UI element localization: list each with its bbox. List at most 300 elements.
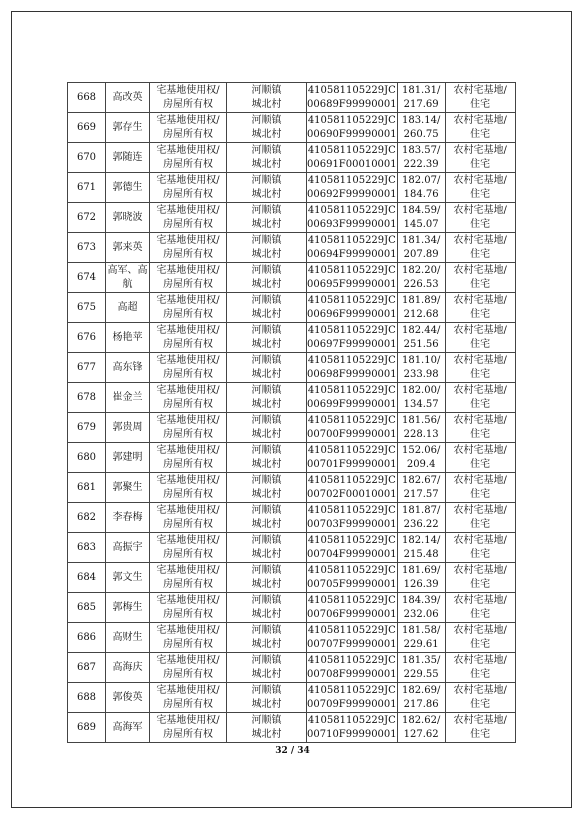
- land-use-cell: [445, 143, 515, 173]
- land-use-cell-line: 住宅: [470, 578, 491, 590]
- table-row: [68, 563, 516, 593]
- unit-code-cell-line: 410581105229JC: [307, 564, 396, 576]
- owner-name-cell: 郭梅生: [106, 593, 150, 623]
- table-row: [68, 683, 516, 713]
- location-cell-line: 河顺镇: [251, 564, 282, 576]
- owner-name-cell: 高振宇: [106, 533, 150, 563]
- area-cell-line: 184.76: [403, 188, 439, 200]
- right-type-cell-line: 房屋所有权: [163, 488, 213, 500]
- row-number-cell: 679: [68, 413, 106, 443]
- area-cell-line: 217.86: [403, 698, 439, 710]
- location-cell: [227, 563, 307, 593]
- area-cell-line: 184.39/: [401, 594, 441, 606]
- unit-code-cell-line: 00696F99990001: [307, 308, 397, 320]
- land-use-cell-line: 住宅: [470, 368, 491, 380]
- unit-code-cell-line: 410581105229JC: [307, 294, 396, 306]
- area-cell: [397, 263, 445, 293]
- land-use-cell: [445, 113, 515, 143]
- land-use-cell-line: 农村宅基地/: [453, 384, 507, 396]
- owner-name-cell: 郭存生: [106, 113, 150, 143]
- owner-name-cell: 郭晓波: [106, 203, 150, 233]
- land-use-cell: [445, 503, 515, 533]
- land-use-cell: [445, 413, 515, 443]
- right-type-cell-line: 宅基地使用权/: [156, 714, 220, 726]
- unit-code-cell-line: 00710F99990001: [307, 728, 397, 740]
- location-cell-line: 城北村: [251, 548, 282, 560]
- area-cell-line: 217.57: [403, 488, 439, 500]
- land-use-cell: [445, 203, 515, 233]
- right-type-cell-line: 宅基地使用权/: [156, 534, 220, 546]
- area-cell-line: 181.89/: [401, 294, 441, 306]
- unit-code-cell: [307, 203, 398, 233]
- land-use-cell: [445, 473, 515, 503]
- unit-code-cell-line: 00704F99990001: [307, 548, 397, 560]
- area-cell-line: 209.4: [406, 458, 436, 470]
- unit-code-cell-line: 410581105229JC: [307, 354, 396, 366]
- land-use-cell-line: 农村宅基地/: [453, 444, 507, 456]
- unit-code-cell-line: 410581105229JC: [307, 474, 396, 486]
- location-cell: [227, 293, 307, 323]
- location-cell-line: 河顺镇: [251, 324, 282, 336]
- unit-code-cell-line: 00694F99990001: [307, 248, 397, 260]
- location-cell-line: 河顺镇: [251, 684, 282, 696]
- owner-name-cell: 高海军: [106, 713, 150, 743]
- area-cell-line: 181.35/: [401, 654, 441, 666]
- unit-code-cell-line: 410581105229JC: [307, 384, 396, 396]
- unit-code-cell-line: 410581105229JC: [307, 234, 396, 246]
- area-cell-line: 229.61: [403, 638, 439, 650]
- row-number-cell: 680: [68, 443, 106, 473]
- area-cell: [397, 353, 445, 383]
- owner-name-cell: 高财生: [106, 623, 150, 653]
- right-type-cell-line: 宅基地使用权/: [156, 144, 220, 156]
- location-cell-line: 城北村: [251, 428, 282, 440]
- location-cell-line: 河顺镇: [251, 84, 282, 96]
- location-cell-line: 城北村: [251, 668, 282, 680]
- unit-code-cell-line: 00700F99990001: [307, 428, 397, 440]
- area-cell: [397, 233, 445, 263]
- unit-code-cell-line: 410581105229JC: [307, 684, 396, 696]
- unit-code-cell-line: 00702F00010001: [307, 488, 397, 500]
- land-use-cell-line: 农村宅基地/: [453, 84, 507, 96]
- land-use-cell-line: 住宅: [470, 218, 491, 230]
- land-use-cell-line: 农村宅基地/: [453, 504, 507, 516]
- right-type-cell: [150, 683, 227, 713]
- unit-code-cell-line: 410581105229JC: [307, 594, 396, 606]
- location-cell-line: 城北村: [251, 638, 282, 650]
- table-row: [68, 113, 516, 143]
- location-cell-line: 城北村: [251, 218, 282, 230]
- location-cell-line: 城北村: [251, 698, 282, 710]
- location-cell-line: 城北村: [251, 578, 282, 590]
- location-cell-line: 河顺镇: [251, 534, 282, 546]
- row-number-cell: 686: [68, 623, 106, 653]
- location-cell-line: 河顺镇: [251, 264, 282, 276]
- registry-table-body: [68, 83, 516, 743]
- area-cell-line: 260.75: [403, 128, 439, 140]
- location-cell-line: 城北村: [251, 728, 282, 740]
- location-cell-line: 城北村: [251, 128, 282, 140]
- right-type-cell-line: 宅基地使用权/: [156, 324, 220, 336]
- area-cell: [397, 623, 445, 653]
- location-cell-line: 河顺镇: [251, 714, 282, 726]
- right-type-cell-line: 房屋所有权: [163, 248, 213, 260]
- location-cell-line: 河顺镇: [251, 144, 282, 156]
- area-cell: [397, 593, 445, 623]
- unit-code-cell-line: 410581105229JC: [307, 504, 396, 516]
- right-type-cell: [150, 263, 227, 293]
- area-cell-line: 232.06: [403, 608, 439, 620]
- location-cell-line: 城北村: [251, 158, 282, 170]
- unit-code-cell-line: 410581105229JC: [307, 324, 396, 336]
- location-cell-line: 河顺镇: [251, 234, 282, 246]
- right-type-cell: [150, 383, 227, 413]
- right-type-cell-line: 房屋所有权: [163, 368, 213, 380]
- owner-name-cell: 高军、高航: [106, 263, 150, 293]
- location-cell: [227, 653, 307, 683]
- unit-code-cell: [307, 353, 398, 383]
- area-cell-line: 134.57: [403, 398, 439, 410]
- right-type-cell: [150, 533, 227, 563]
- location-cell: [227, 443, 307, 473]
- unit-code-cell-line: 410581105229JC: [307, 414, 396, 426]
- right-type-cell-line: 宅基地使用权/: [156, 564, 220, 576]
- location-cell-line: 河顺镇: [251, 114, 282, 126]
- location-cell: [227, 173, 307, 203]
- right-type-cell-line: 房屋所有权: [163, 728, 213, 740]
- land-use-cell: [445, 533, 515, 563]
- location-cell-line: 城北村: [251, 398, 282, 410]
- unit-code-cell: [307, 593, 398, 623]
- page-indicator: 32 / 34: [275, 746, 310, 756]
- land-use-cell: [445, 83, 515, 113]
- right-type-cell-line: 宅基地使用权/: [156, 414, 220, 426]
- right-type-cell: [150, 233, 227, 263]
- right-type-cell: [150, 593, 227, 623]
- location-cell-line: 城北村: [251, 488, 282, 500]
- unit-code-cell-line: 00690F99990001: [307, 128, 397, 140]
- right-type-cell-line: 房屋所有权: [163, 668, 213, 680]
- land-use-cell-line: 农村宅基地/: [453, 294, 507, 306]
- area-cell-line: 182.07/: [401, 174, 441, 186]
- unit-code-cell-line: 00708F99990001: [307, 668, 397, 680]
- land-use-cell-line: 住宅: [470, 308, 491, 320]
- row-number-cell: 688: [68, 683, 106, 713]
- unit-code-cell-line: 410581105229JC: [307, 84, 396, 96]
- land-use-cell-line: 住宅: [470, 518, 491, 530]
- right-type-cell: [150, 473, 227, 503]
- table-row: [68, 203, 516, 233]
- right-type-cell-line: 宅基地使用权/: [156, 684, 220, 696]
- area-cell-line: 236.22: [403, 518, 439, 530]
- location-cell: [227, 263, 307, 293]
- right-type-cell-line: 宅基地使用权/: [156, 594, 220, 606]
- area-cell-line: 182.69/: [401, 684, 441, 696]
- land-use-cell: [445, 233, 515, 263]
- table-row: [68, 653, 516, 683]
- unit-code-cell-line: 00689F99990001: [307, 98, 397, 110]
- table-row: [68, 533, 516, 563]
- table-row: [68, 443, 516, 473]
- area-cell-line: 228.13: [403, 428, 439, 440]
- owner-name-cell: 高海庆: [106, 653, 150, 683]
- right-type-cell: [150, 713, 227, 743]
- location-cell: [227, 683, 307, 713]
- area-cell-line: 251.56: [403, 338, 439, 350]
- area-cell: [397, 473, 445, 503]
- land-use-cell-line: 住宅: [470, 698, 491, 710]
- location-cell: [227, 233, 307, 263]
- right-type-cell-line: 房屋所有权: [163, 398, 213, 410]
- unit-code-cell: [307, 503, 398, 533]
- unit-code-cell-line: 00691F00010001: [307, 158, 397, 170]
- location-cell-line: 城北村: [251, 248, 282, 260]
- land-use-cell: [445, 383, 515, 413]
- right-type-cell-line: 房屋所有权: [163, 128, 213, 140]
- right-type-cell-line: 房屋所有权: [163, 698, 213, 710]
- location-cell-line: 城北村: [251, 458, 282, 470]
- owner-name-cell: 杨艳苹: [106, 323, 150, 353]
- land-use-cell-line: 住宅: [470, 128, 491, 140]
- right-type-cell-line: 房屋所有权: [163, 608, 213, 620]
- area-cell: [397, 503, 445, 533]
- right-type-cell-line: 宅基地使用权/: [156, 444, 220, 456]
- unit-code-cell-line: 00695F99990001: [307, 278, 397, 290]
- land-use-cell-line: 农村宅基地/: [453, 684, 507, 696]
- area-cell-line: 183.57/: [401, 144, 441, 156]
- owner-name-cell: 郭德生: [106, 173, 150, 203]
- row-number-cell: 668: [68, 83, 106, 113]
- right-type-cell-line: 宅基地使用权/: [156, 294, 220, 306]
- area-cell: [397, 83, 445, 113]
- area-cell: [397, 653, 445, 683]
- owner-name-cell: 郭随连: [106, 143, 150, 173]
- location-cell: [227, 83, 307, 113]
- right-type-cell: [150, 173, 227, 203]
- right-type-cell: [150, 293, 227, 323]
- row-number-cell: 672: [68, 203, 106, 233]
- right-type-cell: [150, 413, 227, 443]
- unit-code-cell-line: 410581105229JC: [307, 714, 396, 726]
- owner-name-cell: 郭贵周: [106, 413, 150, 443]
- right-type-cell-line: 宅基地使用权/: [156, 84, 220, 96]
- land-use-cell-line: 农村宅基地/: [453, 534, 507, 546]
- unit-code-cell-line: 00699F99990001: [307, 398, 397, 410]
- location-cell-line: 城北村: [251, 368, 282, 380]
- land-use-cell-line: 住宅: [470, 338, 491, 350]
- right-type-cell-line: 房屋所有权: [163, 338, 213, 350]
- unit-code-cell: [307, 533, 398, 563]
- land-use-cell-line: 农村宅基地/: [453, 174, 507, 186]
- location-cell-line: 河顺镇: [251, 384, 282, 396]
- right-type-cell-line: 房屋所有权: [163, 158, 213, 170]
- unit-code-cell: [307, 233, 398, 263]
- table-row: [68, 473, 516, 503]
- right-type-cell-line: 房屋所有权: [163, 218, 213, 230]
- land-use-cell-line: 农村宅基地/: [453, 234, 507, 246]
- right-type-cell: [150, 623, 227, 653]
- area-cell: [397, 143, 445, 173]
- row-number-cell: 681: [68, 473, 106, 503]
- right-type-cell-line: 宅基地使用权/: [156, 264, 220, 276]
- unit-code-cell: [307, 263, 398, 293]
- area-cell: [397, 413, 445, 443]
- unit-code-cell-line: 00706F99990001: [307, 608, 397, 620]
- land-use-cell: [445, 443, 515, 473]
- unit-code-cell: [307, 173, 398, 203]
- unit-code-cell: [307, 443, 398, 473]
- area-cell-line: 126.39: [403, 578, 439, 590]
- row-number-cell: 683: [68, 533, 106, 563]
- table-row: [68, 593, 516, 623]
- area-cell: [397, 533, 445, 563]
- land-use-cell-line: 住宅: [470, 428, 491, 440]
- owner-name-cell: 高改英: [106, 83, 150, 113]
- owner-name-cell: 高东锋: [106, 353, 150, 383]
- land-use-cell-line: 农村宅基地/: [453, 414, 507, 426]
- right-type-cell-line: 宅基地使用权/: [156, 504, 220, 516]
- area-cell-line: 181.56/: [401, 414, 441, 426]
- location-cell: [227, 503, 307, 533]
- location-cell-line: 河顺镇: [251, 294, 282, 306]
- location-cell-line: 城北村: [251, 518, 282, 530]
- location-cell: [227, 143, 307, 173]
- right-type-cell-line: 宅基地使用权/: [156, 174, 220, 186]
- location-cell-line: 城北村: [251, 188, 282, 200]
- owner-name-cell: 高超: [106, 293, 150, 323]
- area-cell: [397, 203, 445, 233]
- location-cell-line: 河顺镇: [251, 414, 282, 426]
- land-use-cell-line: 住宅: [470, 188, 491, 200]
- unit-code-cell-line: 00693F99990001: [307, 218, 397, 230]
- owner-name-cell: 郭来英: [106, 233, 150, 263]
- land-use-cell-line: 住宅: [470, 668, 491, 680]
- unit-code-cell: [307, 413, 398, 443]
- land-use-cell-line: 农村宅基地/: [453, 624, 507, 636]
- land-use-cell-line: 农村宅基地/: [453, 354, 507, 366]
- table-row: [68, 713, 516, 743]
- right-type-cell: [150, 323, 227, 353]
- right-type-cell-line: 房屋所有权: [163, 98, 213, 110]
- area-cell-line: 212.68: [403, 308, 439, 320]
- land-use-cell-line: 农村宅基地/: [453, 474, 507, 486]
- area-cell-line: 181.58/: [401, 624, 441, 636]
- location-cell-line: 河顺镇: [251, 594, 282, 606]
- table-row: [68, 293, 516, 323]
- unit-code-cell-line: 410581105229JC: [307, 444, 396, 456]
- land-use-cell-line: 住宅: [470, 278, 491, 290]
- area-cell-line: 182.67/: [401, 474, 441, 486]
- unit-code-cell: [307, 713, 398, 743]
- area-cell-line: 229.55: [403, 668, 439, 680]
- owner-name-cell: 郭聚生: [106, 473, 150, 503]
- land-use-cell: [445, 713, 515, 743]
- land-use-cell: [445, 683, 515, 713]
- right-type-cell: [150, 143, 227, 173]
- row-number-cell: 676: [68, 323, 106, 353]
- right-type-cell: [150, 83, 227, 113]
- location-cell-line: 城北村: [251, 338, 282, 350]
- unit-code-cell-line: 00692F99990001: [307, 188, 397, 200]
- right-type-cell-line: 房屋所有权: [163, 458, 213, 470]
- right-type-cell-line: 宅基地使用权/: [156, 474, 220, 486]
- location-cell-line: 河顺镇: [251, 624, 282, 636]
- table-row: [68, 143, 516, 173]
- location-cell-line: 城北村: [251, 278, 282, 290]
- location-cell: [227, 533, 307, 563]
- land-use-cell-line: 住宅: [470, 248, 491, 260]
- right-type-cell: [150, 503, 227, 533]
- area-cell-line: 145.07: [403, 218, 439, 230]
- table-row: [68, 323, 516, 353]
- row-number-cell: 689: [68, 713, 106, 743]
- table-row: [68, 503, 516, 533]
- land-use-cell: [445, 293, 515, 323]
- unit-code-cell-line: 00705F99990001: [307, 578, 397, 590]
- land-use-cell-line: 住宅: [470, 98, 491, 110]
- right-type-cell-line: 房屋所有权: [163, 638, 213, 650]
- area-cell-line: 182.00/: [401, 384, 441, 396]
- row-number-cell: 671: [68, 173, 106, 203]
- area-cell: [397, 563, 445, 593]
- row-number-cell: 678: [68, 383, 106, 413]
- table-row: [68, 263, 516, 293]
- unit-code-cell-line: 00709F99990001: [307, 698, 397, 710]
- table-row: [68, 383, 516, 413]
- location-cell: [227, 713, 307, 743]
- right-type-cell-line: 宅基地使用权/: [156, 384, 220, 396]
- land-use-cell-line: 农村宅基地/: [453, 714, 507, 726]
- unit-code-cell-line: 410581105229JC: [307, 624, 396, 636]
- unit-code-cell-line: 00701F99990001: [307, 458, 397, 470]
- unit-code-cell: [307, 383, 398, 413]
- right-type-cell: [150, 353, 227, 383]
- row-number-cell: 687: [68, 653, 106, 683]
- area-cell-line: 181.87/: [401, 504, 441, 516]
- area-cell-line: 184.59/: [401, 204, 441, 216]
- area-cell-line: 226.53: [403, 278, 439, 290]
- area-cell-line: 233.98: [403, 368, 439, 380]
- area-cell-line: 181.34/: [401, 234, 441, 246]
- location-cell-line: 河顺镇: [251, 504, 282, 516]
- unit-code-cell: [307, 323, 398, 353]
- row-number-cell: 673: [68, 233, 106, 263]
- unit-code-cell: [307, 113, 398, 143]
- area-cell-line: 183.14/: [401, 114, 441, 126]
- area-cell-line: 181.10/: [401, 354, 441, 366]
- right-type-cell-line: 宅基地使用权/: [156, 234, 220, 246]
- land-use-cell-line: 农村宅基地/: [453, 654, 507, 666]
- unit-code-cell-line: 00707F99990001: [307, 638, 397, 650]
- land-use-cell-line: 农村宅基地/: [453, 594, 507, 606]
- row-number-cell: 677: [68, 353, 106, 383]
- row-number-cell: 682: [68, 503, 106, 533]
- right-type-cell-line: 宅基地使用权/: [156, 354, 220, 366]
- right-type-cell: [150, 203, 227, 233]
- location-cell: [227, 353, 307, 383]
- right-type-cell-line: 宅基地使用权/: [156, 114, 220, 126]
- right-type-cell-line: 宅基地使用权/: [156, 624, 220, 636]
- location-cell: [227, 473, 307, 503]
- right-type-cell-line: 房屋所有权: [163, 278, 213, 290]
- land-use-cell-line: 住宅: [470, 548, 491, 560]
- area-cell: [397, 383, 445, 413]
- land-use-cell-line: 农村宅基地/: [453, 204, 507, 216]
- area-cell-line: 207.89: [403, 248, 439, 260]
- area-cell-line: 217.69: [403, 98, 439, 110]
- unit-code-cell: [307, 653, 398, 683]
- land-use-cell-line: 住宅: [470, 608, 491, 620]
